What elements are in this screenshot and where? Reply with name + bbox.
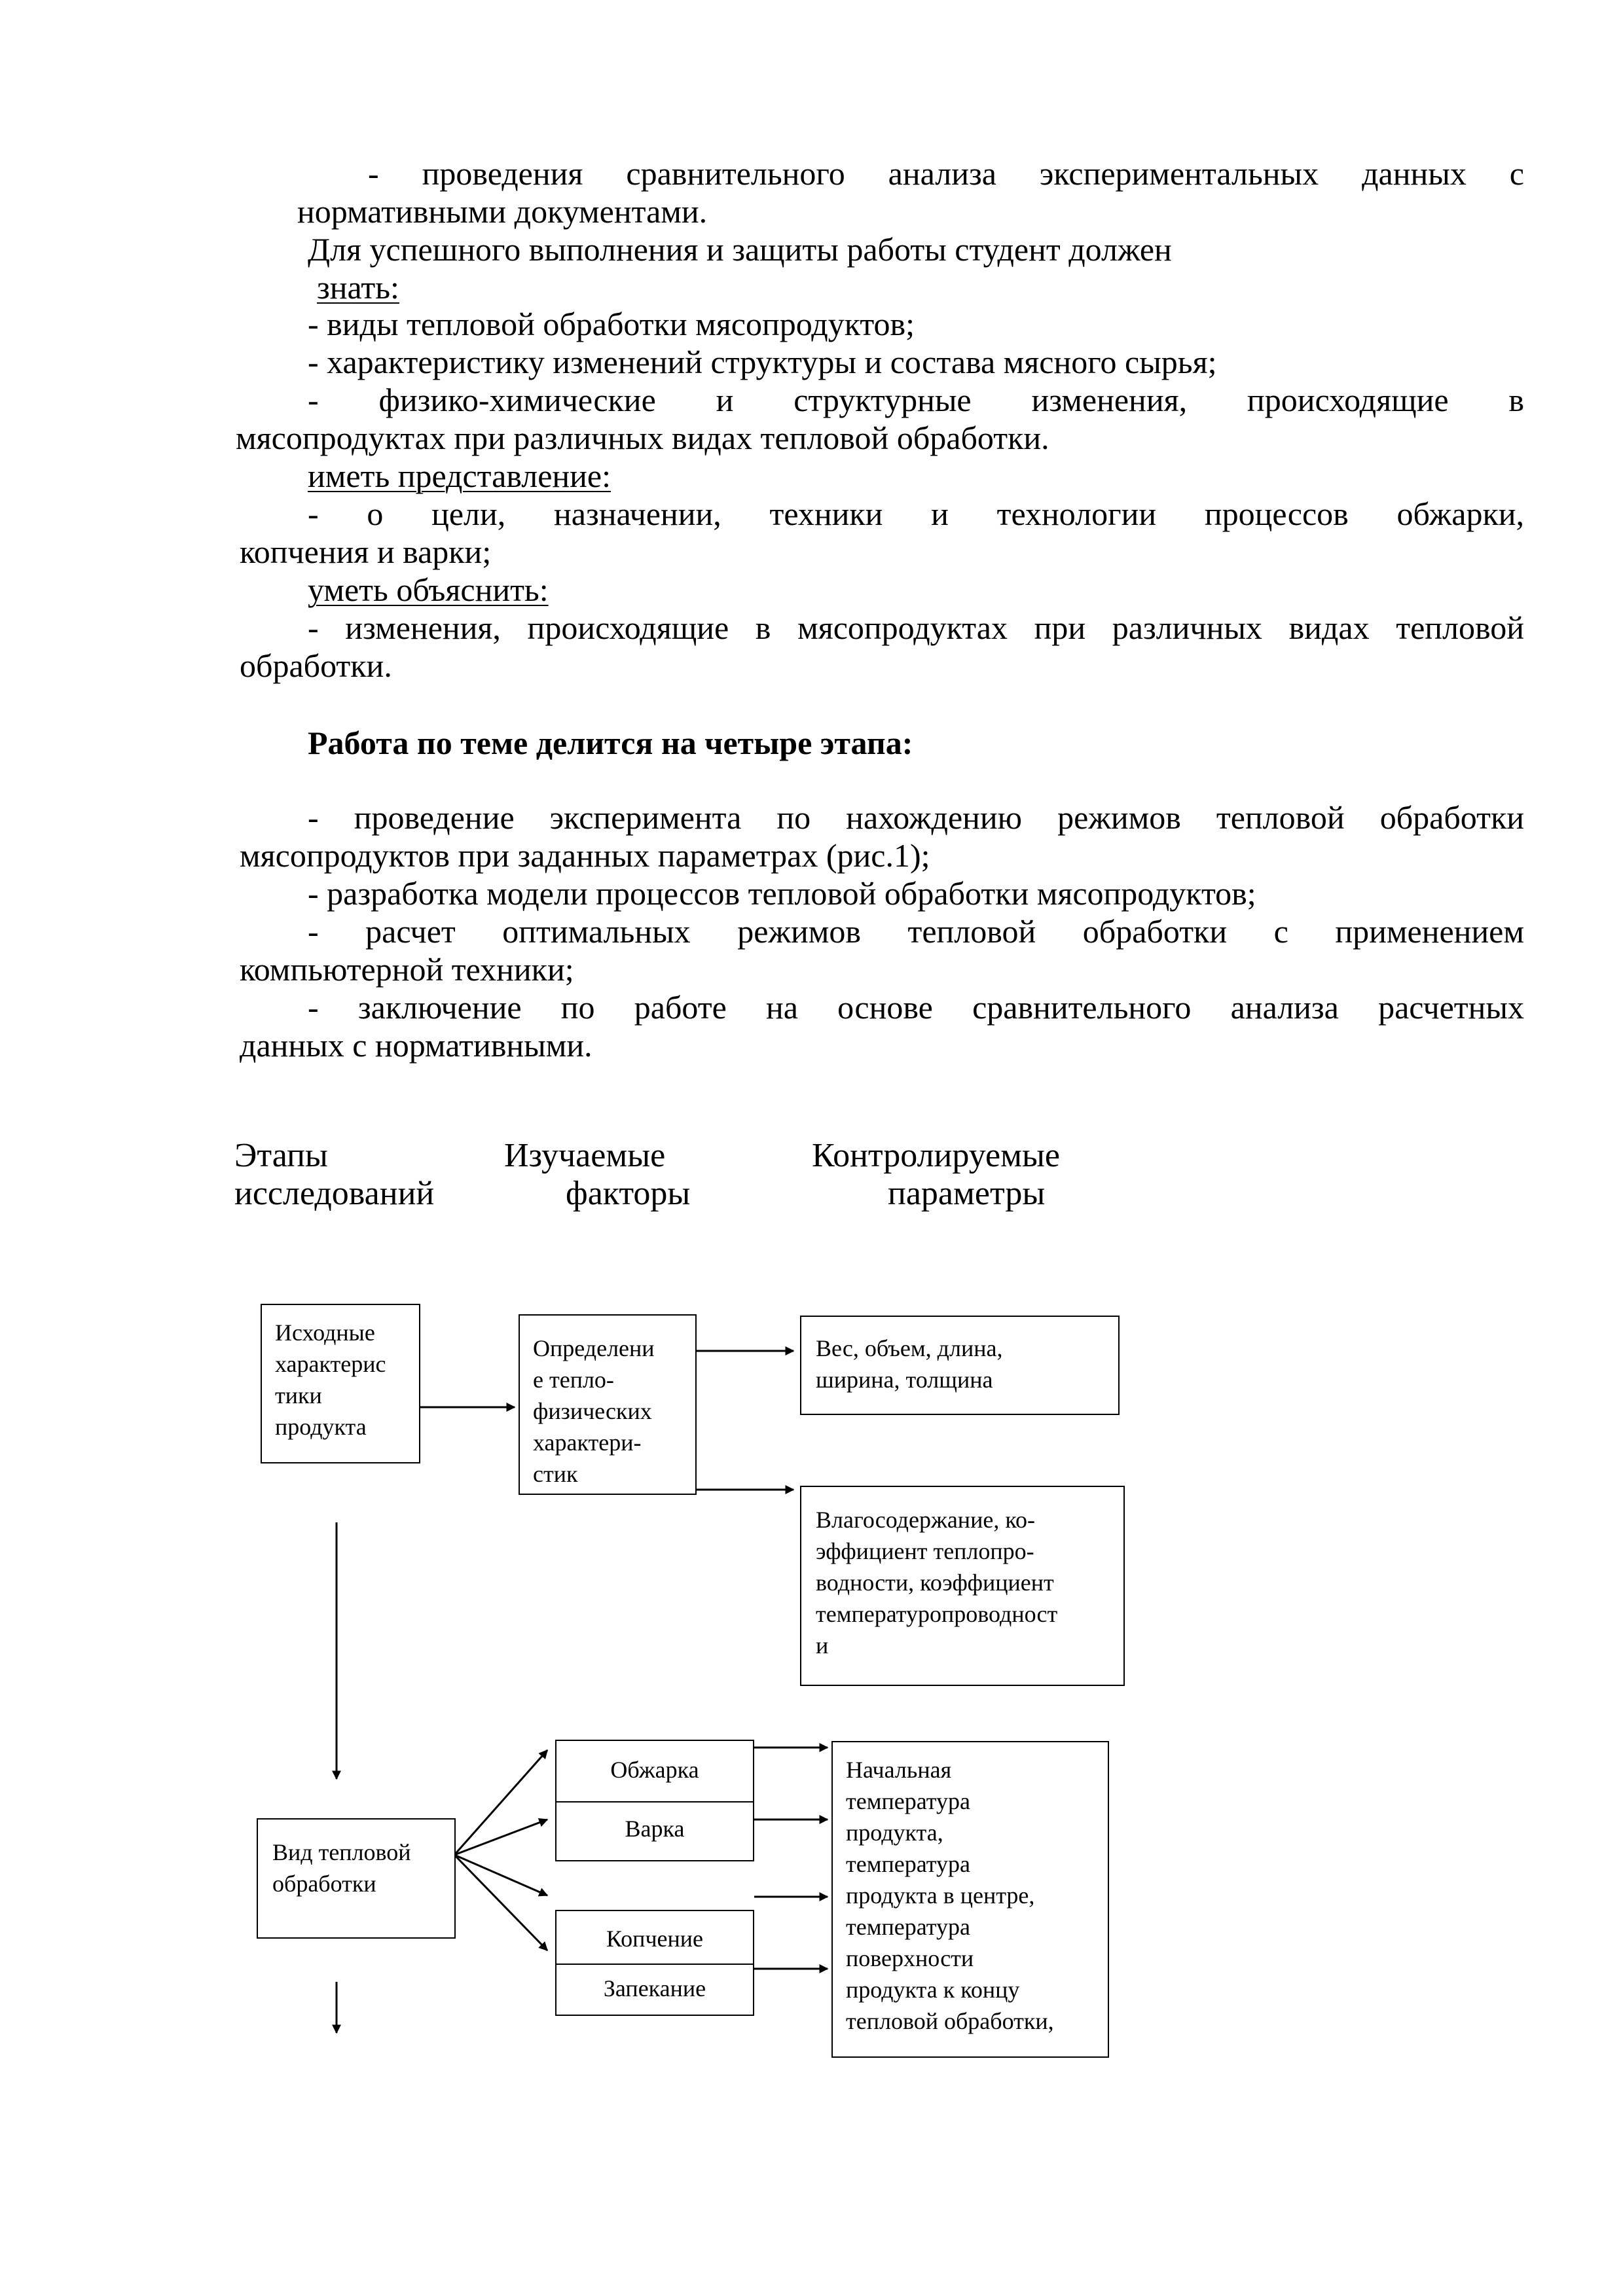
column-header-stages: исследований <box>234 1175 435 1212</box>
box-text-line: поверхности <box>846 1945 974 1971</box>
box-text-line: обработки <box>272 1871 376 1897</box>
list-item-continuation: копчения и варки; <box>240 533 492 570</box>
column-header-factors: Изучаемые <box>504 1137 666 1174</box>
box-text-line: е тепло- <box>533 1367 614 1393</box>
box-text-line: ширина, толщина <box>816 1367 993 1393</box>
box-text-line: Запекание <box>603 1975 706 2001</box>
box-baking <box>555 1964 754 2016</box>
box-moisture-params <box>800 1486 1125 1686</box>
box-text-line: продукта в центре, <box>846 1882 1035 1909</box>
box-text-line: Определени <box>533 1335 655 1361</box>
box-source-characteristics <box>261 1304 420 1463</box>
box-text-line: эффициент теплопро- <box>816 1538 1034 1564</box>
paragraph-line: нормативными документами. <box>297 193 708 230</box>
box-text-line: тепловой обработки, <box>846 2008 1054 2034</box>
box-text-line: и <box>816 1632 829 1659</box>
list-item: - заключение по работе на основе сравнительного анализа расчетных <box>308 989 1524 1026</box>
section-label-know: знать: <box>317 269 399 306</box>
box-temperature-params <box>831 1741 1109 2058</box>
section-label-idea: иметь представление: <box>308 457 611 494</box>
box-text-line: характерис <box>275 1351 386 1377</box>
list-item: - виды тепловой обработки мясопродуктов; <box>308 306 915 342</box>
box-text-line: температура <box>846 1851 971 1877</box>
list-item: - характеристику изменений структуры и состава мясного сырья; <box>308 344 1217 380</box>
arrow-heat-to-baking <box>454 1855 547 1950</box>
column-header-factors: факторы <box>566 1175 691 1212</box>
box-thermophysical <box>519 1314 697 1495</box>
box-frying <box>555 1740 754 1803</box>
box-text-line: Влагосодержание, ко- <box>816 1507 1035 1533</box>
box-smoking <box>555 1910 754 1965</box>
box-text-line: Обжарка <box>610 1757 699 1783</box>
box-text-line: стик <box>533 1461 578 1487</box>
arrow-heat-to-boiling <box>454 1820 547 1855</box>
box-text-line: Начальная <box>846 1757 952 1783</box>
stages-heading: Работа по теме делится на четыре этапа: <box>308 725 913 761</box>
list-item: - о цели, назначении, техники и технологии процессов обжарки, <box>308 495 1524 532</box>
box-text-line: Исходные <box>275 1319 375 1346</box>
box-text-line: температура <box>846 1788 971 1814</box>
list-item: - изменения, происходящие в мясопродуктах при различных видах тепловой <box>308 609 1524 646</box>
box-text-line: Копчение <box>606 1926 704 1952</box>
list-item: - проведение эксперимента по нахождению режимов тепловой обработки <box>308 799 1524 836</box>
list-item: - физико-химические и структурные изменения, происходящие в <box>308 382 1524 418</box>
paragraph-line: - проведения сравнительного анализа экспериментальных данных с <box>368 155 1524 192</box>
list-item-continuation: компьютерной техники; <box>240 951 574 988</box>
box-text-line: продукта к концу <box>846 1977 1020 2003</box>
column-header-parameters: Контролируемые <box>812 1137 1061 1174</box>
list-item-continuation: обработки. <box>240 647 392 684</box>
arrow-heat-to-frying <box>454 1750 547 1855</box>
box-text-line: продукта <box>275 1414 367 1440</box>
box-heat-treatment-type <box>257 1818 456 1939</box>
column-header-parameters: параметры <box>888 1175 1046 1212</box>
list-item: - разработка модели процессов тепловой обработки мясопродуктов; <box>308 875 1256 912</box>
section-label-explain: уметь объяснить: <box>308 571 549 608</box>
box-text-line: Варка <box>625 1816 685 1842</box>
box-text-line: температура <box>846 1914 971 1940</box>
box-text-line: температуропроводност <box>816 1601 1058 1627</box>
box-text-line: физических <box>533 1398 652 1424</box>
arrow-heat-to-smoking <box>454 1855 547 1895</box>
paragraph-line: Для успешного выполнения и защиты работы студент должен <box>308 231 1172 268</box>
box-boiling <box>555 1801 754 1861</box>
box-text-line: Вид тепловой <box>272 1839 411 1865</box>
list-item-continuation: данных с нормативными. <box>240 1027 593 1064</box>
box-text-line: Вес, объем, длина, <box>816 1335 1003 1361</box>
list-item-continuation: мясопродуктах при различных видах тепловой обработки. <box>236 420 1049 456</box>
column-header-stages: Этапы <box>234 1137 328 1174</box>
box-text-line: продукта, <box>846 1820 943 1846</box>
list-item: - расчет оптимальных режимов тепловой обработки с применением <box>308 913 1524 950</box>
box-text-line: водности, коэффициент <box>816 1570 1054 1596</box>
box-text-line: тики <box>275 1382 322 1408</box>
box-text-line: характери- <box>533 1429 642 1456</box>
list-item-continuation: мясопродуктов при заданных параметрах (рис.1); <box>240 837 930 874</box>
box-dimensions <box>800 1316 1120 1415</box>
